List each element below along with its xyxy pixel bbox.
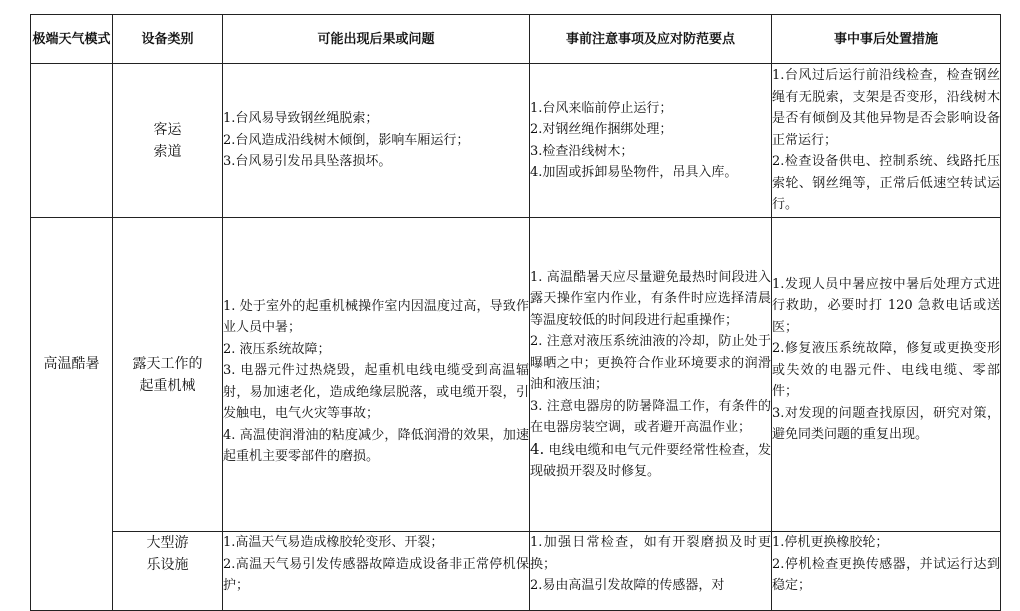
list-item: 2.对钢丝绳作捆绑处理； xyxy=(530,122,673,137)
measures-cell xyxy=(772,218,1001,532)
list-item: 1.发现人员中暑应按中暑后处理方式进行救助，必要时打 120 急救电话或送医； xyxy=(772,276,1000,335)
table-row xyxy=(31,218,1001,532)
list-item: 2. 液压系统故障； xyxy=(223,341,331,357)
precautions-cell xyxy=(530,532,772,611)
list-item: 3.检查沿线树木； xyxy=(530,143,634,159)
list-item: 1. 处于室外的起重机械操作室内因温度过高，导致作业人员中暑； xyxy=(223,298,529,335)
table-header-row xyxy=(31,15,1001,64)
precautions-cell xyxy=(530,218,772,532)
extreme-weather-table xyxy=(30,14,1001,611)
header-category: 设备类别 xyxy=(113,15,223,64)
list-item: 4.加固或拆卸易坠物件，吊具入库。 xyxy=(530,165,738,180)
list-item: 1.台风过后运行前沿线检查，检查钢丝绳有无脱索，支架是否变形，沿线树木是否有倾倒及其他异物是否会影响设备正常运行； xyxy=(772,68,1000,148)
header-precautions: 事前注意事项及应对防范要点 xyxy=(530,15,772,64)
list-item: 2.高温天气易引发传感器故障造成设备非正常停机保护； xyxy=(223,556,529,593)
list-item xyxy=(530,439,771,483)
list-item: 1.停机更换橡胶轮； xyxy=(772,535,889,550)
list-item: 1.台风易导致钢丝绳脱索； xyxy=(223,111,379,127)
consequences-cell xyxy=(223,64,530,218)
category-cell: 客运索道 xyxy=(113,64,223,218)
safety-table-container xyxy=(30,14,1000,593)
weather-cell xyxy=(31,64,113,218)
table-row xyxy=(31,64,1001,218)
list-item: 2. 注意对液压系统油液的冷却，防止处于曝晒之中；更换符合作业环境要求的润滑油和液压油； xyxy=(530,334,771,392)
measures-cell xyxy=(772,64,1001,218)
measures-cell xyxy=(772,532,1001,611)
list-item: 1.高温天气易造成橡胶轮变形、开裂； xyxy=(223,535,444,550)
list-item: 2.台风造成沿线树木倾倒，影响车厢运行； xyxy=(223,132,470,148)
list-item: 1. 高温酷暑天应尽量避免最热时间段进入露天操作室内作业，有条件时应选择清晨等温度较低的时间段进行起重操作； xyxy=(530,269,771,328)
list-item: 3. 电器元件过热烧毁，起重机电线电缆受到高温辐射，易加速老化，造成绝缘层脱落，或电缆开裂，引发触电，电气火灾等事故； xyxy=(223,363,529,421)
list-item: 2.修复液压系统故障，修复或更换变形或失效的电器元件、电线电缆、零部件； xyxy=(772,341,1000,399)
weather-cell: 高温酷暑 xyxy=(31,218,113,611)
list-item: 2.易由高温引发故障的传感器，对 xyxy=(530,578,725,593)
consequences-cell xyxy=(223,532,530,611)
list-item: 3.对发现的问题查找原因，研究对策，避免同类问题的重复出现。 xyxy=(772,405,1000,442)
header-measures: 事中事后处置措施 xyxy=(772,15,1001,64)
list-item: 2.停机检查更换传感器，并试运行达到稳定； xyxy=(772,556,1000,593)
list-item: 2.检查设备供电、控制系统、线路托压索轮、钢丝绳等，正常后低速空转试运行。 xyxy=(772,154,1000,213)
table-row xyxy=(31,532,1001,611)
list-item: 3.台风易引发吊具坠落损坏。 xyxy=(223,154,392,170)
list-item: 3. 注意电器房的防暑降温工作，有条件的在电器房装空调，或者避开高温作业； xyxy=(530,398,771,435)
precautions-cell xyxy=(530,64,772,218)
header-weather: 极端天气模式 xyxy=(31,15,113,64)
list-item: 4. 高温使润滑油的粘度减少，降低润滑的效果，加速起重机主要零部件的磨损。 xyxy=(223,427,529,464)
list-item: 1.加强日常检查，如有开裂磨损及时更换； xyxy=(530,535,771,572)
category-cell: 大型游乐设施 xyxy=(113,532,223,611)
category-cell: 露天工作的起重机械 xyxy=(113,218,223,532)
consequences-cell xyxy=(223,218,530,532)
list-number: 4. xyxy=(530,439,545,458)
list-text: 电线电缆和电气元件要经常性检查，发现破损开裂及时修复。 xyxy=(530,442,771,479)
header-consequences: 可能出现后果或问题 xyxy=(223,15,530,64)
list-item: 1.台风来临前停止运行； xyxy=(530,100,673,116)
